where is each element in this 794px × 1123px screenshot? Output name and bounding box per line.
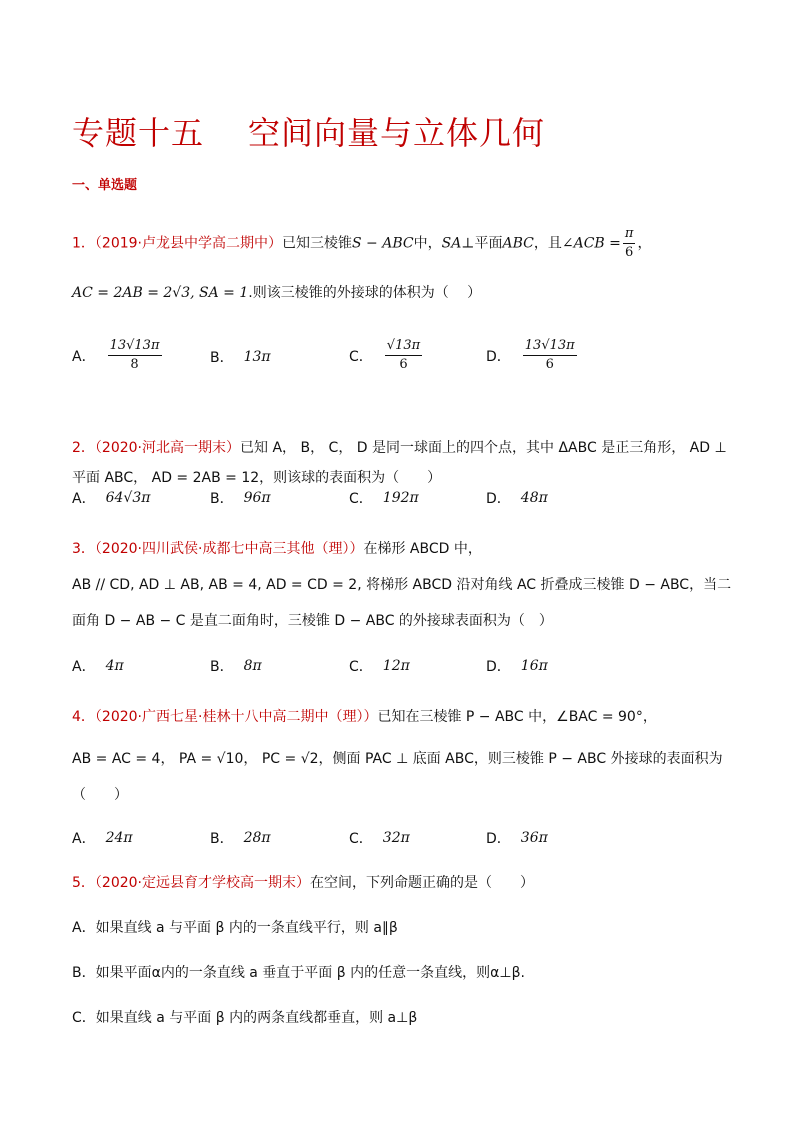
q1-line2: AC = 2AB = 2√3, SA = 1.则该三棱锥的外接球的体积为（ ） <box>72 285 482 301</box>
q2-source: （2020·河北高一期末） <box>94 440 241 456</box>
q1-option-c: C． $\frac{√13\pi}{6}$ <box>349 338 421 372</box>
q3-option-a: A． 4π <box>72 658 124 675</box>
q4-line2: AB = AC = 4， PA = √10， PC = √2，侧面 PAC ⊥ 底面 ABC，则三棱锥 P − ABC 外接球的表面积为 <box>72 751 723 767</box>
q1-option-a: A． $\frac{13√13\pi}{8}$ <box>72 338 160 372</box>
q5-choice-a: A．如果直线 a 与平面 β 内的一条直线平行，则 a∥β <box>72 920 398 936</box>
q1-line1: 1．（2019·卢龙县中学高二期中）已知三棱锥S − ABC中，SA⊥平面ABC，且∠ACB = $\frac{\pi}{6}$ ， <box>72 226 652 260</box>
q5-choice-c: C．如果直线 a 与平面 β 内的两条直线都垂直，则 a⊥β <box>72 1010 418 1026</box>
title-topic-number: 专题十五 <box>72 114 205 152</box>
q2-line2: 平面 ABC， AD = 2AB = 12，则该球的表面积为（ ） <box>72 470 442 486</box>
page-title <box>72 108 545 154</box>
q4-source: （2020·广西七星·桂林十八中高二期中（理）） <box>94 709 378 725</box>
q3-source: （2020·四川武侯·成都七中高三其他（理）） <box>94 541 364 557</box>
q5-source: （2020·定远县育才学校高一期末） <box>94 875 311 891</box>
q4-option-a: A． 24π <box>72 830 133 847</box>
q4-line3: （ ） <box>72 787 128 803</box>
q1-option-d: D． $\frac{13√13\pi}{6}$ <box>486 338 575 372</box>
q1-option-b: B． 13π <box>210 349 271 366</box>
title-topic-name: 空间向量与立体几何 <box>248 114 546 152</box>
q1-number: 1． <box>72 235 95 252</box>
section-heading: 一、单选题 <box>72 178 138 193</box>
q2-option-d: D． 48π <box>486 490 548 507</box>
q5-line1: 5．（2020·定远县育才学校高一期末）在空间，下列命题正确的是（ ） <box>72 875 535 891</box>
q3-line1: 3．（2020·四川武侯·成都七中高三其他（理））在梯形 ABCD 中， <box>72 541 482 557</box>
q3-option-c: C． 12π <box>349 658 410 675</box>
q3-option-b: B． 8π <box>210 658 262 675</box>
q2-line1: 2．（2020·河北高一期末）已知 A， B， C， D 是同一球面上的四个点，其中 ΔABC 是正三角形， AD ⊥ <box>72 440 727 456</box>
q3-line3: 面角 D − AB − C 是直二面角时，三棱锥 D − ABC 的外接球表面积为（ ） <box>72 613 553 629</box>
q4-option-c: C． 32π <box>349 830 410 847</box>
q4-option-d: D． 36π <box>486 830 548 847</box>
q4-line1: 4．（2020·广西七星·桂林十八中高二期中（理））已知在三棱锥 P − ABC 中，∠BAC = 90°， <box>72 709 657 725</box>
q5-choice-b: B．如果平面α内的一条直线 a 垂直于平面 β 内的任意一条直线，则α⊥β. <box>72 965 525 981</box>
q3-option-d: D． 16π <box>486 658 548 675</box>
q4-option-b: B． 28π <box>210 830 271 847</box>
q3-line2: AB // CD, AD ⊥ AB, AB = 4, AD = CD = 2, 将梯形 ABCD 沿对角线 AC 折叠成三棱锥 D − ABC，当二 <box>72 577 732 593</box>
q1-angle-fraction: $\frac{\pi}{6}$ <box>624 226 634 260</box>
q1-source: （2019·卢龙县中学高二期中） <box>94 235 283 252</box>
q2-option-a: A． 64√3π <box>72 490 151 507</box>
q2-option-c: C． 192π <box>349 490 419 507</box>
q2-option-b: B． 96π <box>210 490 271 507</box>
